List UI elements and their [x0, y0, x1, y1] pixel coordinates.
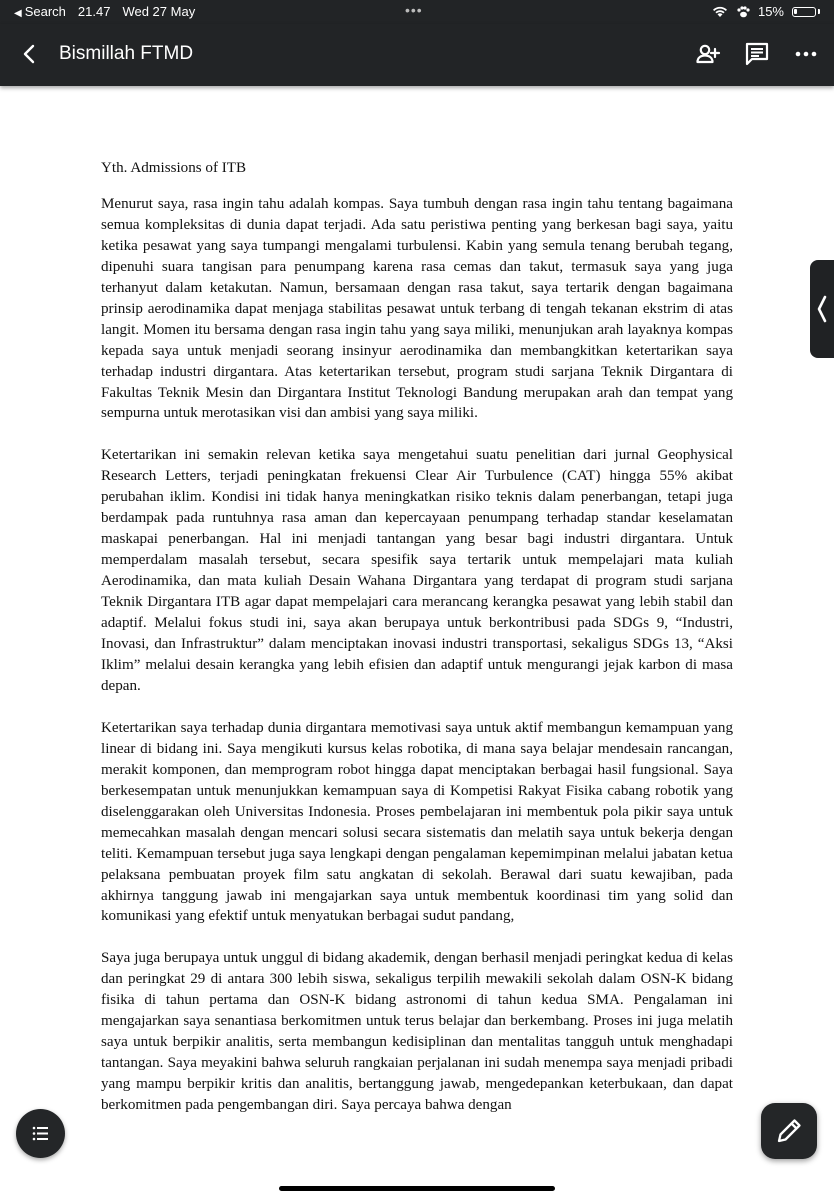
document-paragraph: Menurut saya, rasa ingin tahu adalah kompas. Saya tumbuh dengan rasa ingin tahu tentang bagaimana semua kompleksitas di dunia dapat terjadi. Ada satu peristiwa penting yang berkesan bagi saya, yaitu ketika pesawat yang saya tumpangi mengalami turbulensi. Kabin yang semula tenang berubah tegang, dipenuhi suara tangisan para penumpang karena rasa cemas dan takut, termasuk saya yang juga terhanyut dalam ketakutan. Namun, bersamaan dengan rasa takut, saya tertarik dengan bagaimana prinsip aerodinamika dapat menjaga stabilitas pesawat untuk terbang di tengah tekanan ekstrim di atas langit. Momen itu bersama dengan rasa ingin tahu yang saya miliki, menunjukan arah layaknya kompas kepada saya untuk menjadi seorang insinyur aerodinamika dan membangkitkan ketertarikan saya terhadap industri dirgantara. Atas ketertarikan tersebut, program studi sarjana Teknik Dirgantara di Fakultas Teknik Mesin dan Dirgantara Institut Teknologi Bandung merupakan arah dan tempat yang sempurna untuk merotasikan visi dan ambisi yang saya miliki.	[101, 195, 733, 422]
more-options-icon	[792, 40, 820, 68]
pencil-icon	[761, 1103, 817, 1159]
chevron-left-icon	[810, 260, 834, 358]
status-date: Wed 27 May	[122, 4, 196, 19]
more-options-button[interactable]	[792, 40, 820, 68]
status-right	[712, 4, 820, 19]
battery-percent: 15%	[757, 4, 784, 19]
comment-icon	[743, 40, 771, 68]
battery-tip	[818, 9, 820, 14]
battery-icon	[792, 7, 816, 17]
document-body[interactable]	[101, 158, 733, 1137]
comments-button[interactable]	[743, 40, 771, 68]
wifi-icon	[712, 6, 728, 18]
document-paragraph: Ketertarikan ini semakin relevan ketika saya mengetahui suatu penelitian dari jurnal Geophysical Research Letters, terjadi peningkatan frekuensi Clear Air Turbulence (CAT) hingga 55% akibat perubahan iklim. Kondisi ini tidak hanya meningkatkan risiko teknis dalam penerbangan, tetapi juga berdampak pada runtuhnya rasa aman dan kepercayaan penumpang terhadap standar keselamatan maskapai penerbangan. Hal ini menjadi tantangan yang besar bagi industri dirgantara. Untuk memperdalam masalah tersebut, secara spesifik saya tertarik untuk mempelajari mata kuliah Aerodinamika, dan mata kuliah Desain Wahana Dirgantara yang terdapat di program studi sarjana Teknik Dirgantara ITB agar dapat mempelajari cara merancang kerangka pesawat yang lebih stabil dan adaptif. Melalui fokus studi ini, saya akan berupaya untuk berkontribusi pada SDGs 9, “Industri, Inovasi, dan Infrastruktur” dalam menciptakan inovasi industri transportasi, sekaligus SDGs 13, “Aksi Iklim” melalui desain kerangka yang lebih efisien dan adaptif untuk mengurangi jejak karbon di masa depan.	[101, 447, 733, 694]
document-paragraph: Ketertarikan saya terhadap dunia dirgantara memotivasi saya untuk aktif membangun kemampuan yang linear di bidang ini. Saya mengikuti kursus kelas robotika, di mana saya belajar mendesain rancangan, merakit komponen, dan memprogram robot hingga dapat menciptakan berbagai hasil fungsional. Saya berkesempatan untuk menunjukkan kemampuan saya di Kompetisi Rakyat Fisika cabang robotik yang diselenggarakan oleh Universitas Indonesia. Proses pembelajaran ini membentuk pola pikir saya untuk memecahkan masalah dengan mencari solusi secara sistematis dan melatih saya untuk bekerja dengan teliti. Kemampuan tersebut juga saya lengkapi dengan pengalaman kepemimpinan melalui jabatan ketua pelaksana pembuatan proyek film satu angkatan di sekolah. Berawal dari suatu kewajiban, pada akhirnya tanggung jawab ini mengajarkan saya untuk membentuk koordinasi tim yang solid dan komunikasi yang efektif untuk menyatukan berbagai sudut pandang,	[101, 719, 733, 925]
salutation: Yth. Admissions of ITB	[101, 160, 247, 176]
share-button[interactable]	[694, 40, 722, 68]
do-not-disturb-paw-icon	[736, 6, 750, 18]
document-title: Bismillah FTMD	[59, 43, 194, 64]
status-bar	[0, 0, 834, 24]
back-button[interactable]	[14, 39, 44, 69]
outline-button[interactable]	[16, 1109, 65, 1158]
app-bar	[0, 24, 834, 86]
status-left	[14, 4, 195, 19]
back-triangle-icon: ◀	[14, 8, 22, 19]
multitasking-dots-icon[interactable]: •••	[405, 2, 423, 18]
list-icon	[16, 1109, 65, 1158]
status-time: 21.47	[77, 4, 111, 19]
side-panel-tab[interactable]	[810, 260, 834, 358]
home-indicator[interactable]	[279, 1186, 555, 1191]
battery-level-fill	[794, 9, 797, 14]
status-back-label: Search	[24, 4, 66, 19]
document-paragraph: Saya juga berupaya untuk unggul di bidang akademik, dengan berhasil menjadi peringkat kedua di kelas dan peringkat 29 di antara 300 lebih siswa, sekaligus terpilih mewakili sekolah dalam OSN-K bidang fisika di tahun pertama dan OSN-K bidang astronomi di tahun kedua SMA. Pengalaman ini mengajarkan saya senantiasa berkomitmen untuk terus belajar dan berkembang. Proses ini juga melatih saya untuk berpikir analitis, serta membangun kedisiplinan dan mentalitas tangguh untuk menghadapi tantangan. Saya meyakini bahwa seluruh rangkaian perjalanan ini sudah menempa saya menjadi pribadi yang mampu berpikir kritis dan analitis, bertanggung jawab, mengedepankan keterbukaan, dan dapat berkomitmen pada pengembangan diri. Saya percaya bahwa dengan	[101, 950, 733, 1114]
status-back-link[interactable]	[14, 4, 66, 19]
add-person-icon	[694, 40, 722, 68]
edit-button[interactable]	[761, 1103, 817, 1159]
back-arrow-icon	[14, 39, 44, 69]
